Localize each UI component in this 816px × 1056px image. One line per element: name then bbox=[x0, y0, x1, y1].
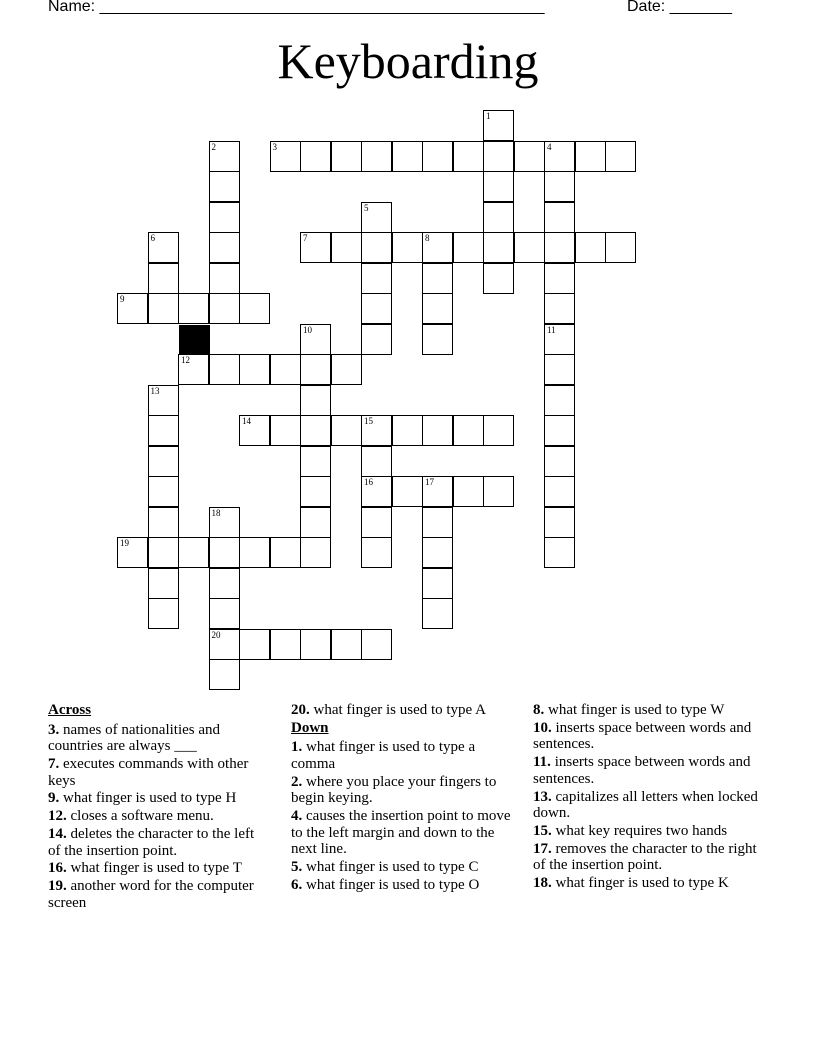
grid-cell[interactable] bbox=[209, 202, 240, 233]
grid-cell[interactable] bbox=[148, 232, 179, 263]
grid-cell[interactable] bbox=[239, 354, 270, 385]
grid-cell[interactable] bbox=[209, 141, 240, 172]
grid-cell[interactable] bbox=[575, 141, 606, 172]
grid-cell[interactable] bbox=[483, 232, 514, 263]
clue-down-17: 17. removes the character to the right of the insertion point. bbox=[533, 840, 757, 874]
grid-cell[interactable] bbox=[270, 537, 301, 568]
grid-cell[interactable] bbox=[148, 598, 179, 629]
grid-cell[interactable] bbox=[483, 263, 514, 294]
clue-number: 11 bbox=[547, 324, 556, 335]
grid-cell[interactable] bbox=[300, 629, 331, 660]
clue-across-12: 12. closes a software menu. bbox=[48, 808, 214, 825]
grid-cell[interactable] bbox=[361, 263, 392, 294]
clue-number: 7 bbox=[303, 233, 308, 243]
grid-cell[interactable] bbox=[453, 141, 484, 172]
grid-cell[interactable] bbox=[300, 324, 331, 355]
grid-cell[interactable] bbox=[148, 385, 179, 416]
clue-across-7: 7. executes commands with other keys bbox=[48, 755, 249, 789]
grid-cell[interactable] bbox=[270, 141, 301, 172]
clue-down-6: 6. what finger is used to type O bbox=[291, 876, 480, 893]
grid-cell[interactable] bbox=[148, 507, 179, 538]
grid-cell[interactable] bbox=[361, 446, 392, 477]
clue-number: 6 bbox=[150, 233, 155, 243]
clue-across-20: 20. what finger is used to type A bbox=[291, 702, 486, 718]
grid-cell[interactable] bbox=[178, 293, 209, 324]
grid-cell[interactable] bbox=[209, 232, 240, 263]
grid-cell[interactable] bbox=[392, 141, 423, 172]
grid-cell[interactable] bbox=[148, 476, 179, 507]
grid-cell[interactable] bbox=[239, 537, 270, 568]
clue-number: 16 bbox=[364, 477, 373, 487]
grid-cell[interactable] bbox=[331, 629, 362, 660]
clue-across-19: 19. another word for the computer screen bbox=[48, 878, 254, 911]
grid-cell[interactable] bbox=[270, 629, 301, 660]
grid-cell[interactable] bbox=[544, 202, 575, 233]
grid-cell[interactable] bbox=[148, 263, 179, 294]
grid-cell[interactable] bbox=[148, 293, 179, 324]
grid-cell[interactable] bbox=[483, 171, 514, 202]
clue-down-4: 4. causes the insertion point to move to the left margin and down to the next line. bbox=[291, 808, 511, 858]
grid-cell[interactable] bbox=[392, 232, 423, 263]
clue-number: 14 bbox=[242, 416, 251, 426]
grid-cell[interactable] bbox=[148, 537, 179, 568]
clue-down-15: 15. what key requires two hands bbox=[533, 822, 728, 839]
grid-cell[interactable] bbox=[209, 537, 240, 568]
clue-number: 5 bbox=[364, 202, 369, 213]
clues-column-3 bbox=[533, 702, 763, 893]
clue-down-2: 2. where you place your fingers to begin keying. bbox=[291, 773, 497, 807]
grid-cell[interactable] bbox=[422, 537, 453, 568]
clue-down-18: 18. what finger is used to type K bbox=[533, 875, 729, 892]
grid-cell[interactable] bbox=[483, 110, 514, 141]
grid-cell[interactable] bbox=[544, 141, 575, 172]
clue-number: 8 bbox=[425, 233, 430, 243]
grid-cell[interactable] bbox=[422, 415, 453, 446]
grid-cell[interactable] bbox=[331, 415, 362, 446]
grid-cell[interactable] bbox=[209, 263, 240, 294]
down-heading: Down bbox=[291, 719, 329, 736]
grid-cell[interactable] bbox=[422, 232, 453, 263]
clue-across-3: 3. names of nationalities and countries are always ___ bbox=[48, 721, 221, 755]
clue-number: 15 bbox=[364, 416, 373, 426]
grid-cell[interactable] bbox=[514, 141, 545, 172]
clue-number: 20 bbox=[211, 629, 221, 640]
grid-cell[interactable] bbox=[422, 598, 453, 629]
grid-cell[interactable] bbox=[270, 354, 301, 385]
grid-cell[interactable] bbox=[544, 354, 575, 385]
grid-cell[interactable] bbox=[422, 507, 453, 538]
grid-cell[interactable] bbox=[270, 415, 301, 446]
grid-cell[interactable] bbox=[544, 446, 575, 477]
grid-cell[interactable] bbox=[544, 507, 575, 538]
grid-cell[interactable] bbox=[209, 507, 240, 538]
across-heading: Across bbox=[48, 702, 92, 718]
grid-cell[interactable] bbox=[148, 415, 179, 446]
grid-cell[interactable] bbox=[239, 293, 270, 324]
grid-cell[interactable] bbox=[300, 141, 331, 172]
grid-cell[interactable] bbox=[300, 537, 331, 568]
grid-cell[interactable] bbox=[605, 232, 636, 263]
clue-down-5: 5. what finger is used to type C bbox=[291, 859, 479, 876]
grid-cell[interactable] bbox=[483, 476, 514, 507]
black-square bbox=[179, 325, 210, 356]
grid-cell[interactable] bbox=[300, 446, 331, 477]
name-label: Name: __________________________________________________ bbox=[48, 0, 545, 15]
grid-cell[interactable] bbox=[483, 141, 514, 172]
grid-cell[interactable] bbox=[544, 415, 575, 446]
grid-cell[interactable] bbox=[178, 537, 209, 568]
clue-number: 17 bbox=[425, 477, 434, 487]
grid-cell[interactable] bbox=[361, 537, 392, 568]
grid-cell[interactable] bbox=[514, 232, 545, 263]
grid-cell[interactable] bbox=[300, 476, 331, 507]
grid-cell[interactable] bbox=[209, 293, 240, 324]
grid-cell[interactable] bbox=[544, 476, 575, 507]
grid-cell[interactable] bbox=[361, 293, 392, 324]
grid-cell[interactable] bbox=[361, 324, 392, 355]
clue-down-1: 1. what finger is used to type a comma bbox=[291, 739, 476, 772]
grid-cell[interactable] bbox=[300, 232, 331, 263]
grid-cell[interactable] bbox=[209, 598, 240, 629]
grid-cell[interactable] bbox=[575, 232, 606, 263]
grid-cell[interactable] bbox=[361, 629, 392, 660]
grid-cell[interactable] bbox=[361, 141, 392, 172]
grid-cell[interactable] bbox=[331, 354, 362, 385]
grid-cell[interactable] bbox=[209, 629, 240, 660]
grid-cell[interactable] bbox=[209, 659, 240, 690]
grid-cell[interactable] bbox=[300, 415, 331, 446]
page-title: Keyboarding bbox=[277, 33, 539, 89]
clue-down-11: 11. inserts space between words and sentences. bbox=[533, 754, 751, 787]
grid-cell[interactable] bbox=[178, 354, 209, 385]
grid-cell[interactable] bbox=[453, 415, 484, 446]
date-field-line[interactable]: _______ bbox=[669, 0, 732, 15]
grid-cell[interactable] bbox=[453, 476, 484, 507]
clue-number: 9 bbox=[120, 294, 125, 304]
grid-cell[interactable] bbox=[392, 476, 423, 507]
grid-cell[interactable] bbox=[331, 141, 362, 172]
grid-cell[interactable] bbox=[544, 232, 575, 263]
date-label: Date: _______ bbox=[627, 0, 732, 15]
grid-cell[interactable] bbox=[422, 324, 453, 355]
grid-cell[interactable] bbox=[361, 202, 392, 233]
grid-cell[interactable] bbox=[300, 354, 331, 385]
grid-cell[interactable] bbox=[422, 141, 453, 172]
clue-down-10: 10. inserts space between words and sentences. bbox=[533, 719, 752, 753]
grid-cell[interactable] bbox=[544, 385, 575, 416]
clue-across-16: 16. what finger is used to type T bbox=[48, 860, 242, 877]
clue-number: 10 bbox=[303, 324, 312, 335]
clue-number: 13 bbox=[150, 385, 160, 396]
grid-cell[interactable] bbox=[605, 141, 636, 172]
grid-cell[interactable] bbox=[544, 324, 575, 355]
grid-cell[interactable] bbox=[361, 415, 392, 446]
clue-down-8: 8. what finger is used to type W bbox=[533, 702, 725, 718]
grid-cell[interactable] bbox=[422, 476, 453, 507]
name-field-line[interactable]: __________________________________________________ bbox=[99, 0, 545, 15]
grid-cell[interactable] bbox=[544, 293, 575, 324]
clue-number: 19 bbox=[120, 538, 129, 548]
grid-cell[interactable] bbox=[331, 232, 362, 263]
clue-across-14: 14. deletes the character to the left of the insertion point. bbox=[48, 825, 255, 859]
grid-cell[interactable] bbox=[544, 263, 575, 294]
grid-cell[interactable] bbox=[453, 232, 484, 263]
grid-cell[interactable] bbox=[300, 385, 331, 416]
grid-cell[interactable] bbox=[361, 476, 392, 507]
grid-cell[interactable] bbox=[209, 354, 240, 385]
grid-cell[interactable] bbox=[483, 202, 514, 233]
grid-cell[interactable] bbox=[148, 446, 179, 477]
clue-number: 2 bbox=[211, 141, 216, 152]
grid-cell[interactable] bbox=[209, 171, 240, 202]
grid-cell[interactable] bbox=[239, 629, 270, 660]
grid-cell[interactable] bbox=[239, 415, 270, 446]
grid-cell[interactable] bbox=[148, 568, 179, 599]
grid-cell[interactable] bbox=[209, 568, 240, 599]
grid-cell[interactable] bbox=[544, 171, 575, 202]
grid-cell[interactable] bbox=[392, 415, 423, 446]
grid-cell[interactable] bbox=[422, 568, 453, 599]
grid-cell[interactable] bbox=[422, 263, 453, 294]
clue-number: 3 bbox=[272, 141, 277, 152]
grid-cell[interactable] bbox=[361, 232, 392, 263]
grid-cell[interactable] bbox=[361, 507, 392, 538]
grid-cell[interactable] bbox=[422, 293, 453, 324]
clue-number: 1 bbox=[486, 111, 491, 121]
grid-cell[interactable] bbox=[300, 507, 331, 538]
grid-cell[interactable] bbox=[117, 293, 148, 324]
grid-cell[interactable] bbox=[117, 537, 148, 568]
clue-number: 12 bbox=[181, 355, 190, 365]
clue-down-13: 13. capitalizes all letters when locked down. bbox=[533, 788, 758, 822]
clue-number: 4 bbox=[547, 141, 552, 152]
grid-cell[interactable] bbox=[544, 537, 575, 568]
clue-number: 18 bbox=[211, 507, 221, 518]
clues-column-2 bbox=[291, 702, 523, 895]
clues-column-1 bbox=[48, 702, 268, 912]
grid-cell[interactable] bbox=[483, 415, 514, 446]
clue-across-9: 9. what finger is used to type H bbox=[48, 790, 237, 807]
